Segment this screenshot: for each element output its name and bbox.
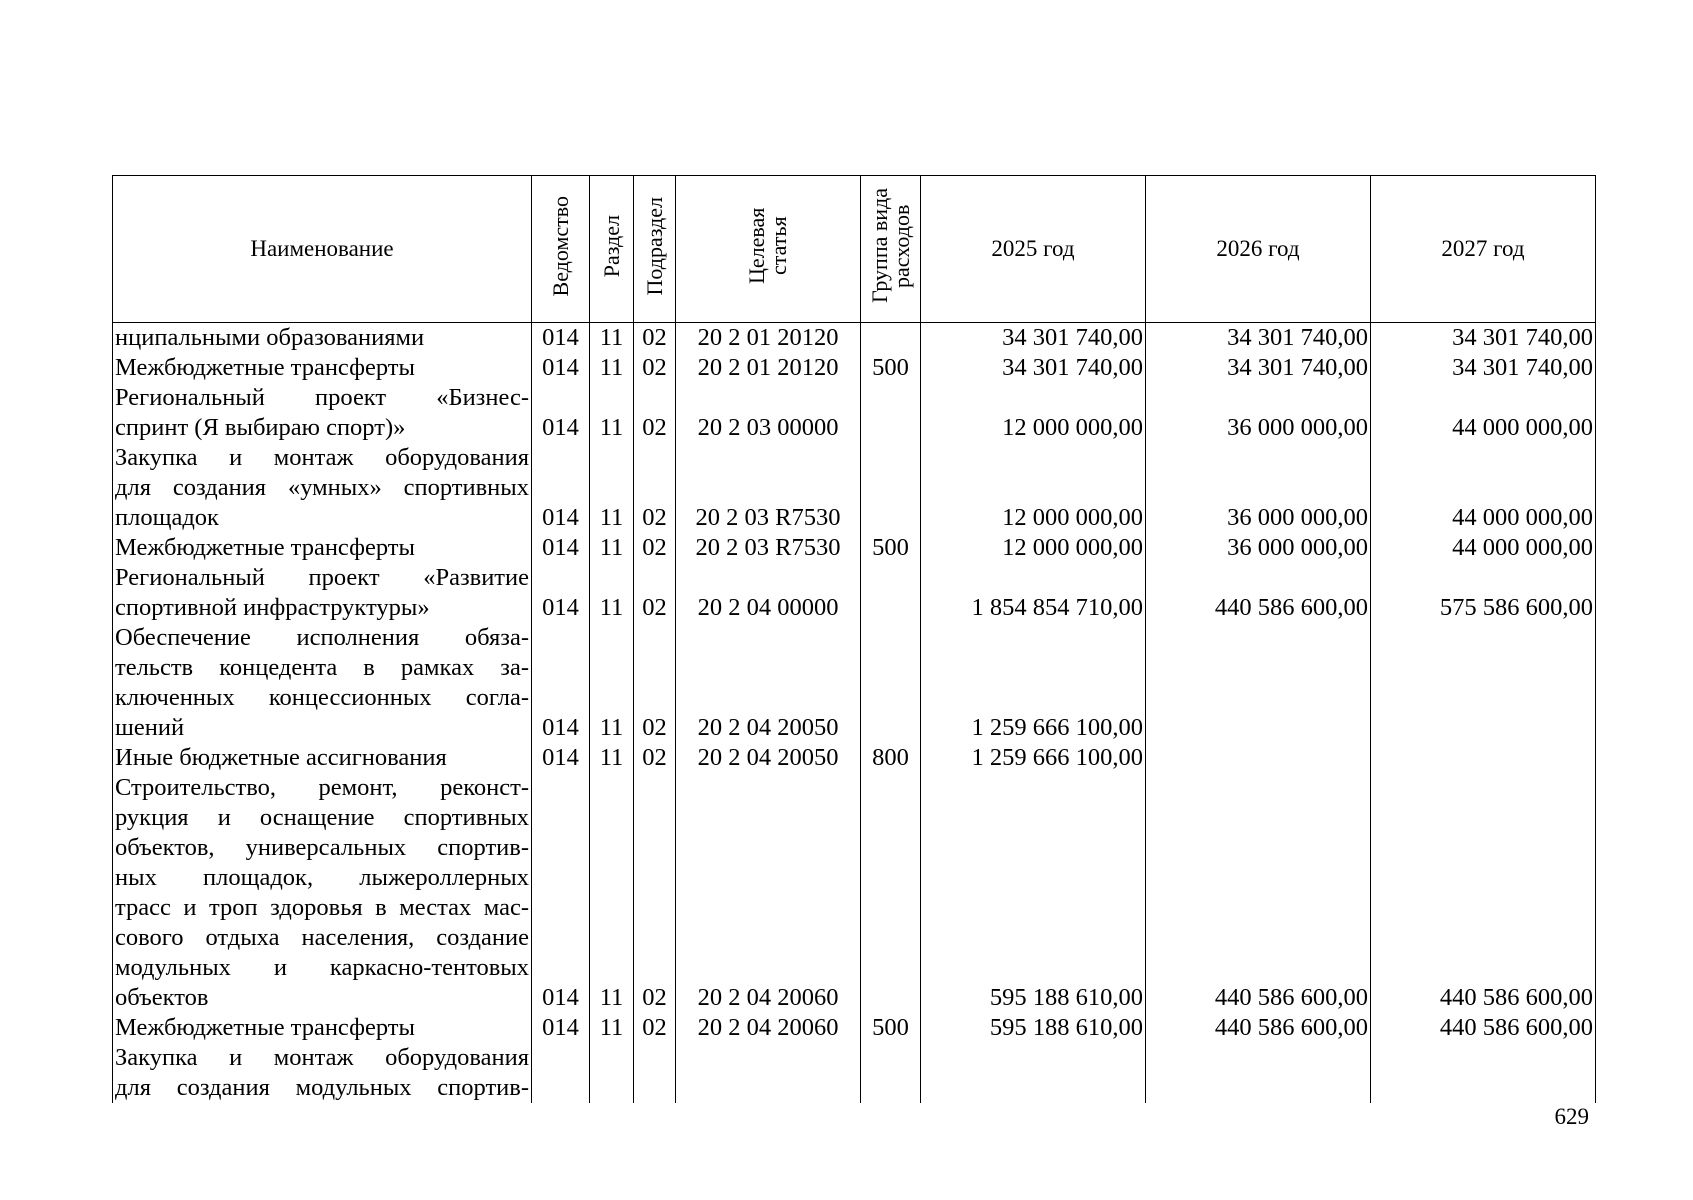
name-line: Строительство, ремонт, реконст- (115, 774, 529, 801)
name-line: ных площадок, лыжероллерных (115, 864, 529, 891)
cell-vedomstvo: 014 (532, 1013, 590, 1043)
table-row (113, 353, 1596, 383)
name-line: спортивной инфраструктуры» (115, 594, 430, 621)
name-line: модульных и каркасно-тентовых (115, 954, 529, 981)
cell-2026: 440 586 600,00 (1146, 563, 1371, 623)
cell-podrazdel: 02 (634, 383, 676, 443)
table-row (113, 563, 1596, 623)
cell-gruppa (861, 383, 921, 443)
name-line: трасс и троп здоровья в местах мас- (115, 894, 529, 921)
cell-celevaya-statya: 20 2 03 R7530 (676, 443, 861, 533)
cell-gruppa (861, 1043, 921, 1103)
cell-2027: 34 301 740,00 (1371, 353, 1596, 383)
cell-2025: 595 188 610,00 (921, 1013, 1146, 1043)
header-gruppa-vida-rashodov: Группа вида расходов (861, 176, 921, 323)
cell-name (113, 563, 532, 623)
name-line: Межбюджетные трансферты (115, 534, 415, 561)
name-line: рукция и оснащение спортивных (115, 804, 529, 831)
cell-vedomstvo: 014 (532, 353, 590, 383)
cell-2027: 440 586 600,00 (1371, 1013, 1596, 1043)
cell-celevaya-statya (676, 1043, 861, 1103)
cell-2025: 34 301 740,00 (921, 353, 1146, 383)
cell-2026: 36 000 000,00 (1146, 533, 1371, 563)
cell-razdel: 11 (590, 1013, 634, 1043)
cell-podrazdel: 02 (634, 623, 676, 743)
cell-gruppa: 500 (861, 353, 921, 383)
cell-2025 (921, 1043, 1146, 1103)
cell-gruppa: 500 (861, 533, 921, 563)
table-row (113, 1043, 1596, 1103)
budget-table (112, 175, 1596, 1103)
cell-2027: 34 301 740,00 (1371, 323, 1596, 354)
cell-2027: 44 000 000,00 (1371, 443, 1596, 533)
table-row (113, 323, 1596, 354)
header-2027: 2027 год (1371, 176, 1596, 323)
cell-celevaya-statya: 20 2 01 20120 (676, 353, 861, 383)
table-row (113, 743, 1596, 773)
cell-celevaya-statya: 20 2 04 20060 (676, 773, 861, 1013)
table-body (113, 323, 1596, 1104)
page-number: 629 (1554, 1104, 1589, 1129)
cell-2026: 440 586 600,00 (1146, 773, 1371, 1013)
cell-razdel: 11 (590, 353, 634, 383)
cell-2025: 34 301 740,00 (921, 323, 1146, 354)
cell-celevaya-statya: 20 2 01 20120 (676, 323, 861, 354)
name-line: тельств концедента в рамках за- (115, 654, 529, 681)
cell-razdel: 11 (590, 623, 634, 743)
header-2026: 2026 год (1146, 176, 1371, 323)
cell-gruppa (861, 563, 921, 623)
cell-2025: 1 259 666 100,00 (921, 743, 1146, 773)
cell-vedomstvo: 014 (532, 443, 590, 533)
cell-podrazdel: 02 (634, 563, 676, 623)
table-row (113, 533, 1596, 563)
cell-podrazdel: 02 (634, 443, 676, 533)
cell-name (113, 443, 532, 533)
name-line: объектов, универсальных спортив- (115, 834, 529, 861)
table-row (113, 773, 1596, 1013)
cell-name (113, 323, 532, 354)
cell-vedomstvo: 014 (532, 623, 590, 743)
cell-name (113, 773, 532, 1013)
cell-2026: 36 000 000,00 (1146, 443, 1371, 533)
cell-razdel: 11 (590, 773, 634, 1013)
cell-razdel: 11 (590, 533, 634, 563)
cell-name (113, 1043, 532, 1103)
table-header-row (113, 176, 1596, 323)
cell-celevaya-statya: 20 2 03 R7530 (676, 533, 861, 563)
name-line: ключенных концессионных согла- (115, 684, 529, 711)
cell-gruppa (861, 443, 921, 533)
cell-razdel: 11 (590, 563, 634, 623)
cell-vedomstvo: 014 (532, 383, 590, 443)
header-podrazdel: Подраздел (634, 176, 676, 323)
name-line: площадок (115, 504, 219, 531)
cell-2027: 44 000 000,00 (1371, 533, 1596, 563)
cell-razdel: 11 (590, 383, 634, 443)
cell-celevaya-statya: 20 2 03 00000 (676, 383, 861, 443)
cell-2027: 44 000 000,00 (1371, 383, 1596, 443)
table-row (113, 1013, 1596, 1043)
name-line: Региональный проект «Бизнес- (115, 384, 529, 411)
name-line: Региональный проект «Развитие (115, 564, 529, 591)
cell-2026: 34 301 740,00 (1146, 353, 1371, 383)
cell-2026: 36 000 000,00 (1146, 383, 1371, 443)
name-line: Иные бюджетные ассигнования (115, 744, 447, 771)
cell-vedomstvo: 014 (532, 563, 590, 623)
name-line: нципальными образованиями (115, 324, 425, 351)
cell-celevaya-statya: 20 2 04 20050 (676, 623, 861, 743)
cell-podrazdel (634, 1043, 676, 1103)
table-row (113, 443, 1596, 533)
cell-2027: 440 586 600,00 (1371, 773, 1596, 1013)
name-line: объектов (115, 984, 209, 1011)
cell-razdel (590, 1043, 634, 1103)
cell-2027: 575 586 600,00 (1371, 563, 1596, 623)
cell-name (113, 743, 532, 773)
cell-podrazdel: 02 (634, 773, 676, 1013)
table-row (113, 623, 1596, 743)
cell-name (113, 533, 532, 563)
cell-2027 (1371, 623, 1596, 743)
cell-celevaya-statya: 20 2 04 20050 (676, 743, 861, 773)
cell-2026: 440 586 600,00 (1146, 1013, 1371, 1043)
cell-2026 (1146, 743, 1371, 773)
cell-2026: 34 301 740,00 (1146, 323, 1371, 354)
header-razdel: Раздел (590, 176, 634, 323)
cell-gruppa (861, 773, 921, 1013)
cell-vedomstvo: 014 (532, 773, 590, 1013)
name-line: шений (115, 714, 185, 741)
cell-razdel: 11 (590, 323, 634, 354)
cell-celevaya-statya: 20 2 04 00000 (676, 563, 861, 623)
cell-2025: 12 000 000,00 (921, 533, 1146, 563)
cell-2027 (1371, 1043, 1596, 1103)
header-celevaya-statya: Целевая статья (676, 176, 861, 323)
cell-podrazdel: 02 (634, 1013, 676, 1043)
cell-2026 (1146, 623, 1371, 743)
cell-name (113, 623, 532, 743)
header-2025: 2025 год (921, 176, 1146, 323)
name-line: Закупка и монтаж оборудования (115, 1044, 529, 1071)
cell-2025: 12 000 000,00 (921, 443, 1146, 533)
cell-name (113, 1013, 532, 1043)
cell-razdel: 11 (590, 743, 634, 773)
cell-vedomstvo (532, 1043, 590, 1103)
name-line: спринт (Я выбираю спорт)» (115, 414, 406, 441)
cell-2025: 12 000 000,00 (921, 383, 1146, 443)
cell-name (113, 383, 532, 443)
header-vedomstvo: Ведомство (532, 176, 590, 323)
cell-podrazdel: 02 (634, 533, 676, 563)
cell-2025: 1 854 854 710,00 (921, 563, 1146, 623)
cell-2027 (1371, 743, 1596, 773)
name-line: Закупка и монтаж оборудования (115, 444, 529, 471)
cell-vedomstvo: 014 (532, 743, 590, 773)
cell-gruppa: 800 (861, 743, 921, 773)
cell-gruppa (861, 623, 921, 743)
name-line: сового отдыха населения, создание (115, 924, 529, 951)
cell-podrazdel: 02 (634, 743, 676, 773)
cell-2026 (1146, 1043, 1371, 1103)
name-line: Межбюджетные трансферты (115, 1014, 415, 1041)
header-name: Наименование (113, 176, 532, 323)
cell-podrazdel: 02 (634, 323, 676, 354)
table-row (113, 383, 1596, 443)
name-line: Обеспечение исполнения обяза- (115, 624, 529, 651)
cell-gruppa (861, 323, 921, 354)
cell-2025: 595 188 610,00 (921, 773, 1146, 1013)
cell-podrazdel: 02 (634, 353, 676, 383)
cell-vedomstvo: 014 (532, 323, 590, 354)
cell-vedomstvo: 014 (532, 533, 590, 563)
cell-2025: 1 259 666 100,00 (921, 623, 1146, 743)
cell-gruppa: 500 (861, 1013, 921, 1043)
cell-celevaya-statya: 20 2 04 20060 (676, 1013, 861, 1043)
name-line: для создания «умных» спортивных (115, 474, 529, 501)
cell-razdel: 11 (590, 443, 634, 533)
name-line: Межбюджетные трансферты (115, 354, 415, 381)
name-line: для создания модульных спортив- (115, 1074, 529, 1101)
cell-name (113, 353, 532, 383)
